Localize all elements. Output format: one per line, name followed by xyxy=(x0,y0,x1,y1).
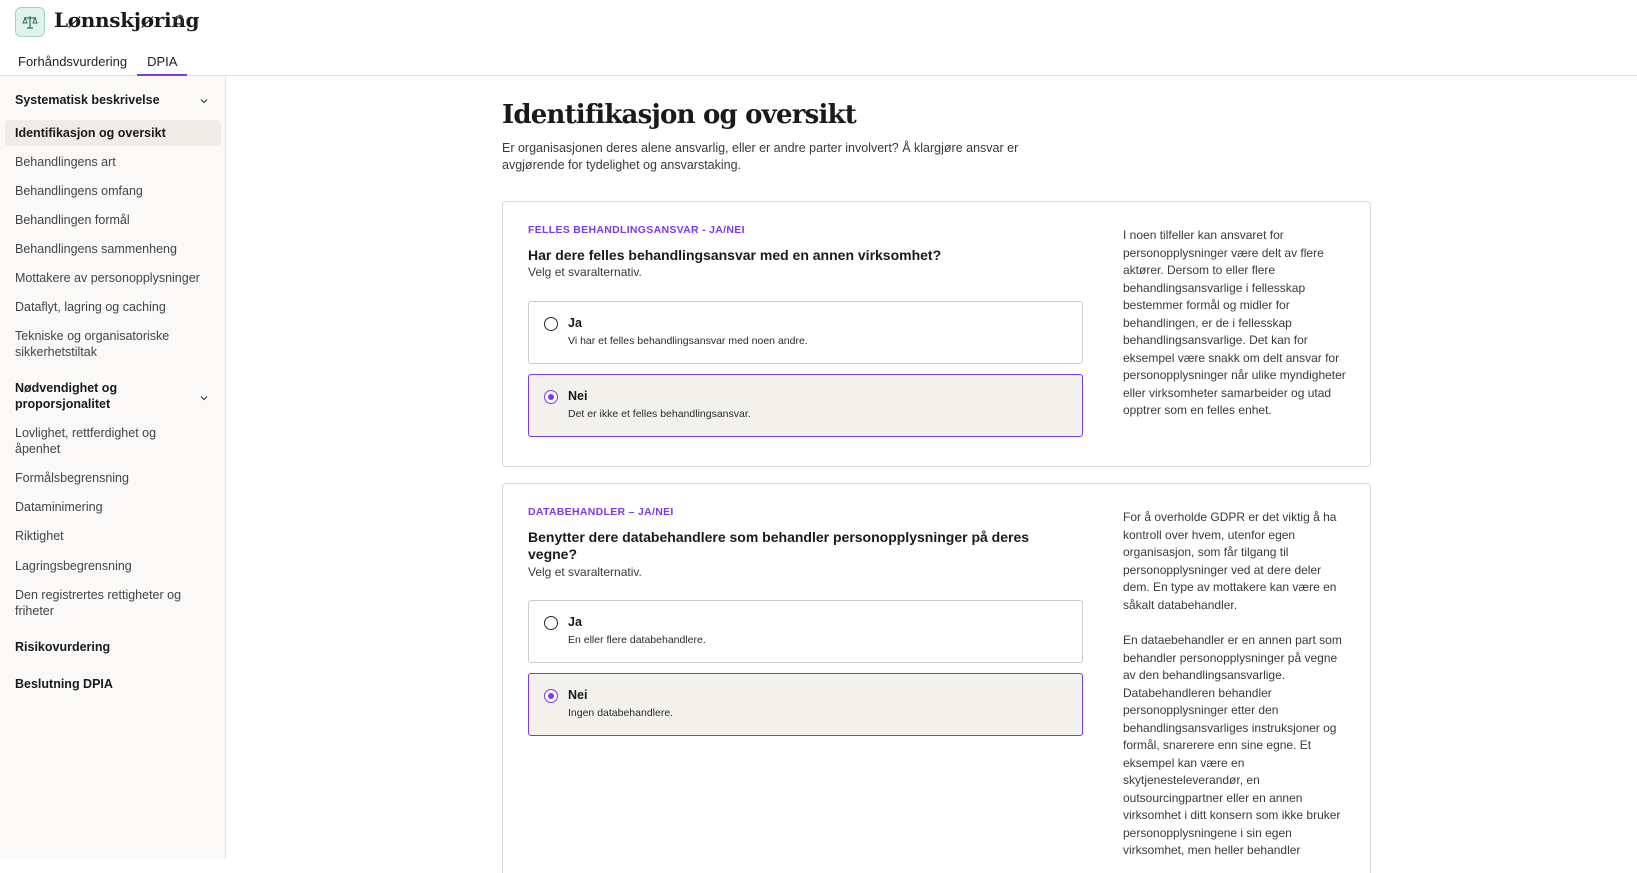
question-help: Velg et svaralternativ. xyxy=(528,565,642,579)
sidebar-item-riktighet[interactable]: Riktighet xyxy=(15,529,64,543)
option-ja[interactable] xyxy=(528,600,1083,663)
sidebar-section-risikovurdering[interactable]: Risikovurdering xyxy=(15,640,111,654)
option-nei[interactable] xyxy=(528,673,1083,736)
sidebar-item-behandlingen-formal[interactable]: Behandlingen formål xyxy=(15,213,130,227)
radio-button[interactable] xyxy=(544,616,558,630)
top-bar xyxy=(0,0,1637,76)
option-description: Det er ikke et felles behandlingsansvar. xyxy=(568,408,751,420)
sidebar-item-identifikasjon[interactable]: Identifikasjon og oversikt xyxy=(15,126,166,140)
option-label: Ja xyxy=(568,316,582,330)
sidebar-item-behandlingens-omfang[interactable]: Behandlingens omfang xyxy=(15,184,143,198)
chevron-down-icon[interactable] xyxy=(199,96,209,106)
option-label: Ja xyxy=(568,615,582,629)
question-title: Benytter dere databehandlere som behandler personopplysninger på deres vegne? xyxy=(528,529,1030,562)
question-title: Har dere felles behandlingsansvar med en annen virksomhet? xyxy=(528,247,942,263)
question-kicker: FELLES BEHANDLINGSANSVAR - JA/NEI xyxy=(528,224,745,236)
info-text: For å overholde GDPR er det viktig å ha kontroll over hvem, utenfor egen organisasjon, som får tilgang til personopplysninger ved at dere deler dem. En type av mottakere kan være en såkalt databehandler. xyxy=(1123,510,1337,612)
sidebar-section-beslutning-dpia[interactable]: Beslutning DPIA xyxy=(15,677,113,691)
sidebar-item-behandlingens-sammenheng[interactable]: Behandlingens sammenheng xyxy=(15,242,177,256)
sidebar-item-mottakere[interactable]: Mottakere av personopplysninger xyxy=(15,271,200,285)
radio-button-selected[interactable] xyxy=(544,390,558,404)
tab-dpia[interactable]: DPIA xyxy=(137,48,187,76)
sidebar-item-dataminimering[interactable]: Dataminimering xyxy=(15,500,103,514)
question-card-databehandler xyxy=(502,483,1371,873)
option-nei[interactable] xyxy=(528,374,1083,437)
option-label: Nei xyxy=(568,389,588,403)
tab-forhandsvurdering[interactable]: Forhåndsvurdering xyxy=(18,54,128,69)
sidebar-item-dataflyt[interactable]: Dataflyt, lagring og caching xyxy=(15,300,166,314)
option-description: Vi har et felles behandlingsansvar med noen andre. xyxy=(568,335,808,347)
info-text: I noen tilfeller kan ansvaret for personopplysninger være delt av flere aktører. Dersom to eller flere behandlingsansvarlige i fellesskap bestemmer formål og midler for behandlingen, er de i fellesskap behandlingsansvarlige. Det kan for eksempel være snakk om delt ansvar for personopplysninger når ulike myndigheter eller virksomheter samarbeider og utad opptrer som en felles enhet. xyxy=(1123,228,1346,417)
sidebar-item-lagringsbegrensning[interactable]: Lagringsbegrensning xyxy=(15,559,132,573)
sidebar-item-lovlighet[interactable]: Lovlighet, rettferdighet og åpenhet xyxy=(15,426,157,456)
question-card-felles-behandlingsansvar xyxy=(502,201,1371,467)
sidebar-item-formalsbegrensning[interactable]: Formålsbegrensning xyxy=(15,471,129,485)
sidebar-item-registrertes-rettigheter[interactable]: Den registrertes rettigheter og friheter xyxy=(15,588,182,618)
tab-bar xyxy=(8,48,187,76)
option-description: Ingen databehandlere. xyxy=(568,707,674,719)
sidebar-section-systematisk-beskrivelse[interactable]: Systematisk beskrivelse xyxy=(15,93,160,107)
sidebar-item-behandlingens-art[interactable]: Behandlingens art xyxy=(15,155,116,169)
sidebar-section-nodvendighet[interactable]: Nødvendighet og proporsjonalitet xyxy=(15,381,118,411)
scales-icon xyxy=(15,7,45,37)
option-description: En eller flere databehandlere. xyxy=(568,634,706,646)
app-title: Lønnskjøring xyxy=(54,8,200,32)
radio-button[interactable] xyxy=(544,317,558,331)
info-text: En dataebehandler er en annen part som behandler personopplysninger på vegne av den behandlingsansvarlige. Databehandleren behandler personopplysninger etter den behandlingsansvarliges instruksjoner og formål, snarerere enn sine egne. Et eksempel kan være en skytjenesteleverandør, en outsourcingpartner eller en annen virksomhet i ditt konsern som ikke bruker personopplysningene i sin egen virksomhet, men heller behandler xyxy=(1123,633,1342,857)
question-help: Velg et svaralternativ. xyxy=(528,265,642,279)
question-kicker: DATABEHANDLER – JA/NEI xyxy=(528,506,674,518)
option-ja[interactable] xyxy=(528,301,1083,364)
radio-button-selected[interactable] xyxy=(544,689,558,703)
chevron-down-icon[interactable] xyxy=(199,393,209,403)
sync-icon[interactable] xyxy=(173,14,185,26)
page-title: Identifikasjon og oversikt xyxy=(502,100,856,130)
page-subtitle: Er organisasjonen deres alene ansvarlig, eller er andre parter involvert? Å klargjøre ansvar er avgjørende for tydelighet og ansvarstaking. xyxy=(502,141,1019,172)
option-label: Nei xyxy=(568,688,588,702)
sidebar xyxy=(0,76,226,859)
sidebar-item-sikkerhetstiltak[interactable]: Tekniske og organisatoriske sikkerhetstiltak xyxy=(15,329,170,359)
